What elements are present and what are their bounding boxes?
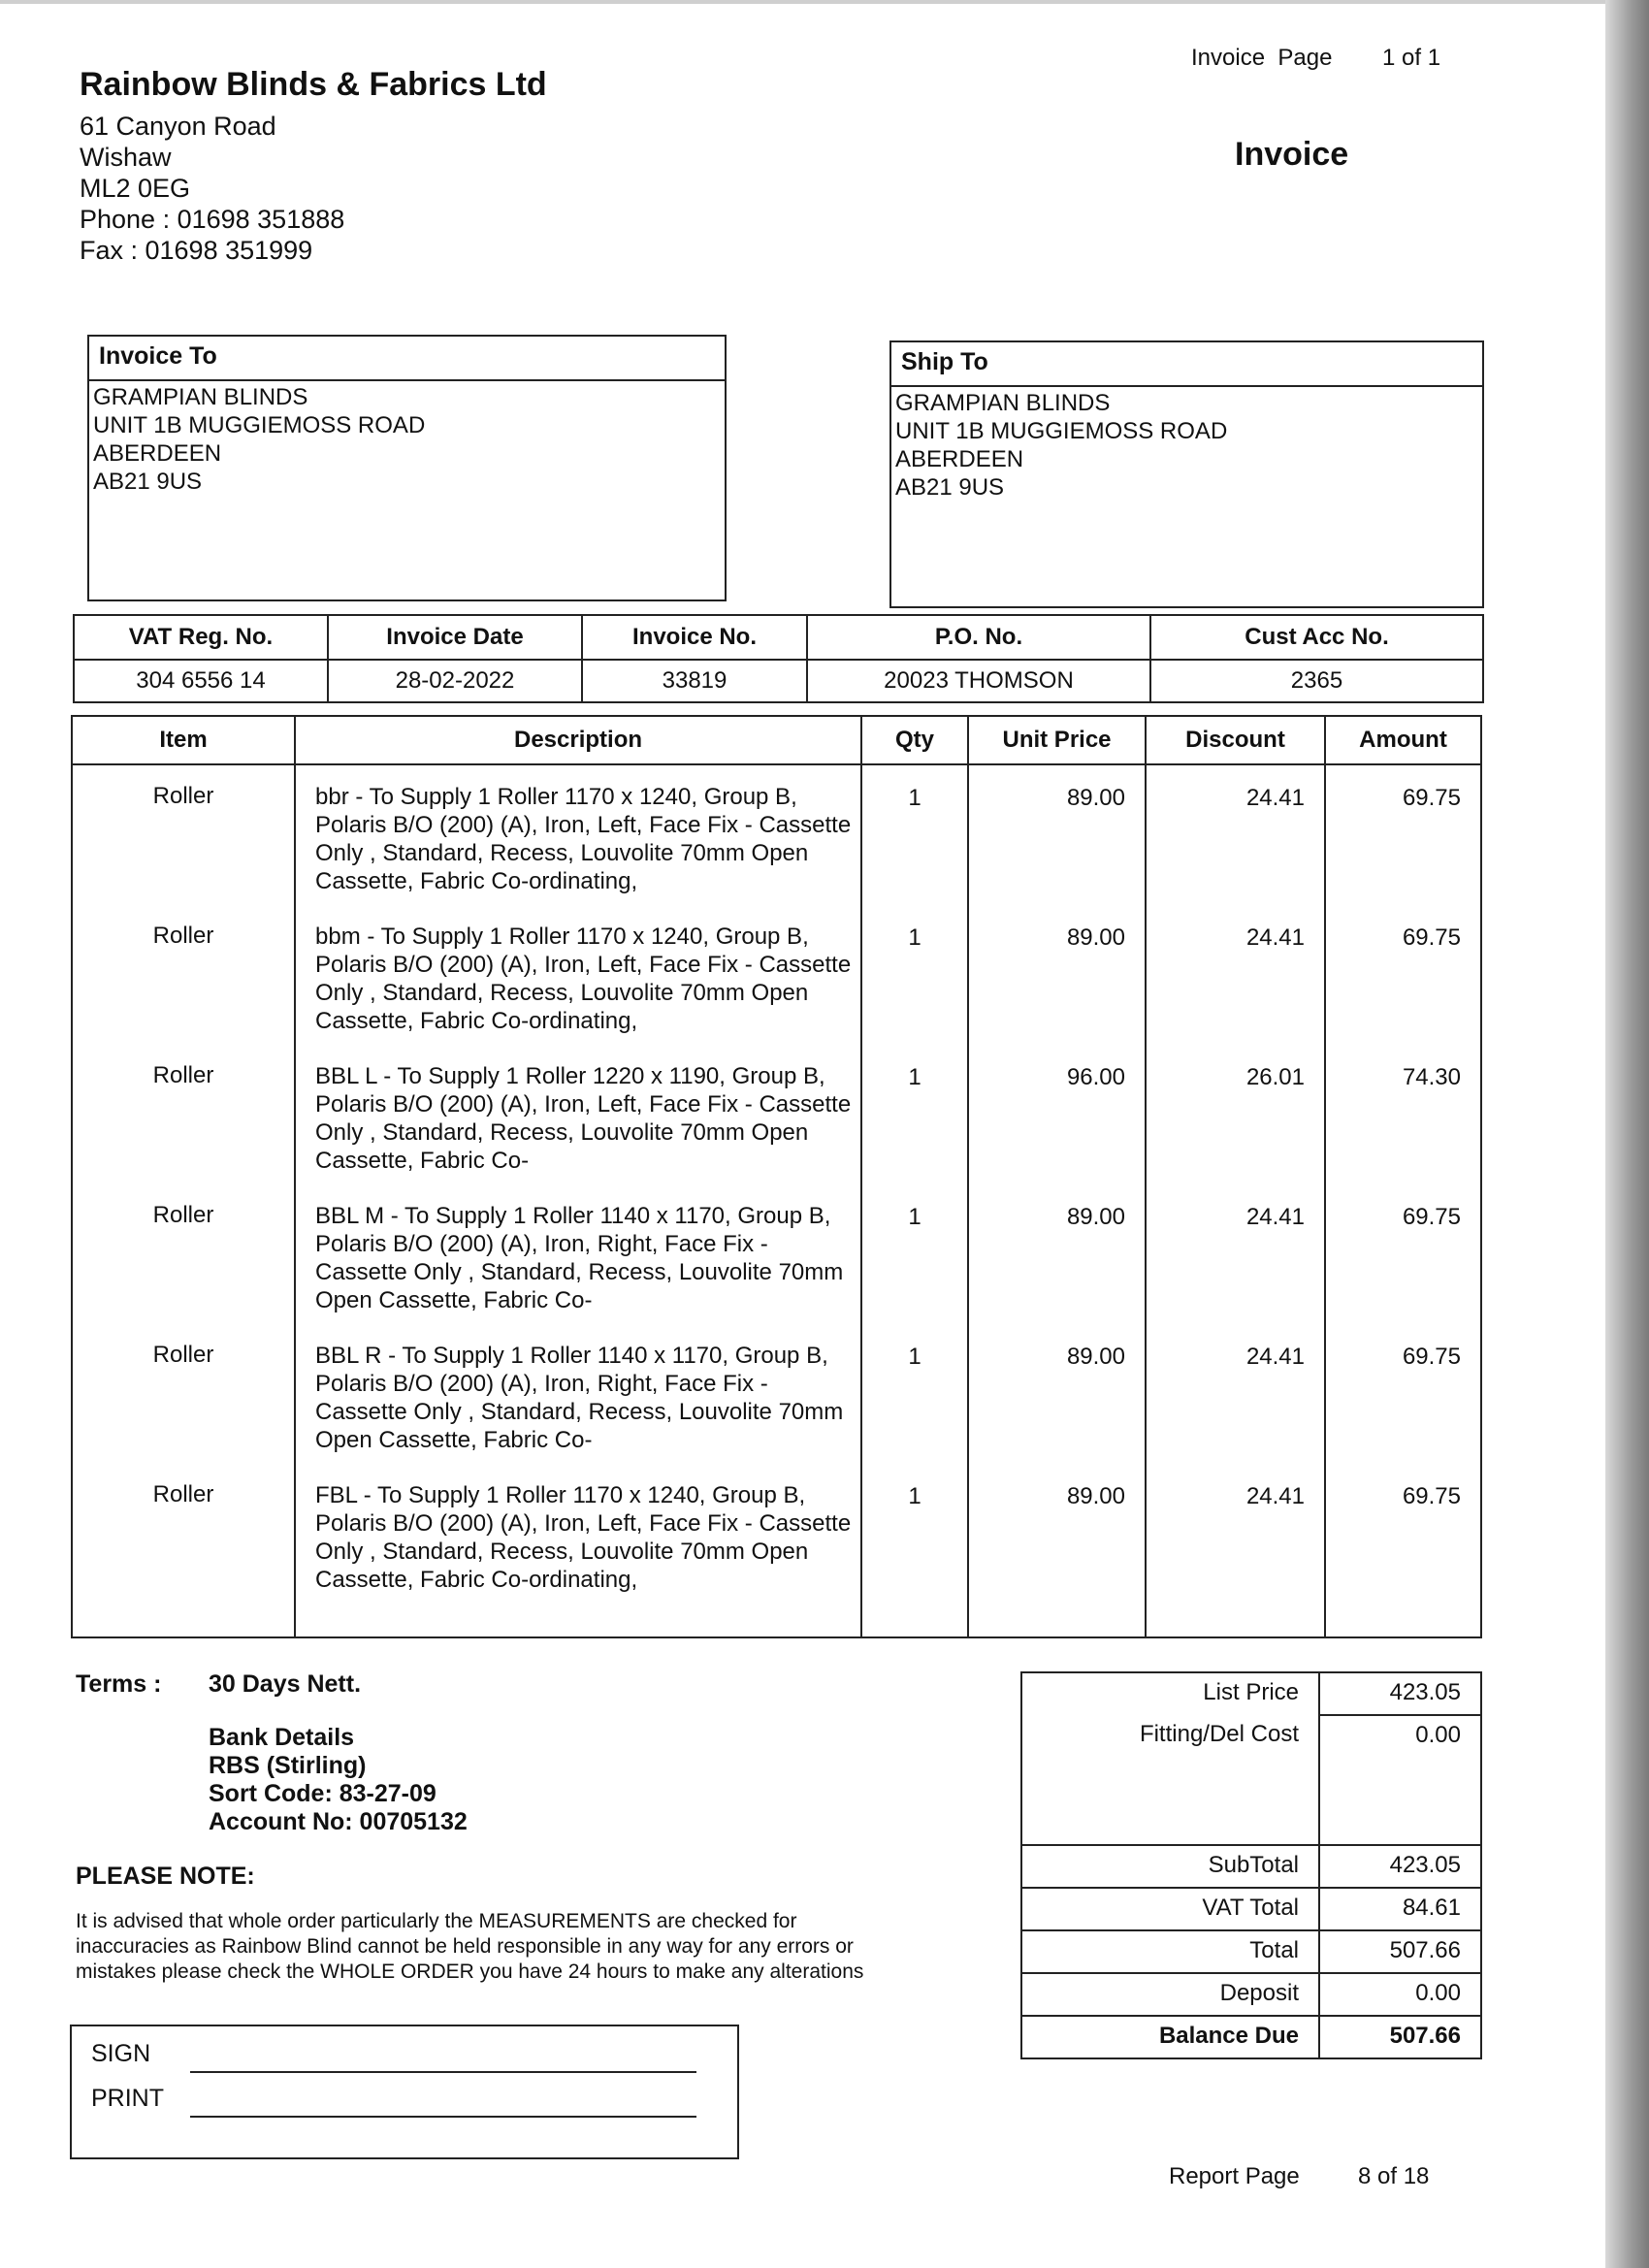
item-cell: Roller [72,905,295,1045]
invoice-to-line: AB21 9US [93,469,203,495]
amount-cell: 69.75 [1325,1184,1481,1324]
qty-header: Qty [861,716,968,764]
description-cell: BBL M - To Supply 1 Roller 1140 x 1170, Group B, Polaris B/O (200) (A), Iron, Right, Face Fix - Cassette Only , Standard, Recess, Louvolite 70mm Open Cassette, Fabric Co- [295,1184,861,1324]
note-line: It is advised that whole order particularly the MEASUREMENTS are checked for [76,1910,797,1932]
unit-price-cell: 89.00 [968,1464,1146,1637]
items-header-row [72,716,1481,764]
ship-to-line: AB21 9US [895,474,1005,501]
qty-cell: 1 [861,1464,968,1637]
sign-line[interactable] [190,2071,696,2073]
po-no-header: P.O. No. [807,615,1150,660]
invoice-to-line: UNIT 1B MUGGIEMOSS ROAD [93,412,426,438]
description-cell: BBL R - To Supply 1 Roller 1140 x 1170, Group B, Polaris B/O (200) (A), Iron, Right, Face Fix - Cassette Only , Standard, Recess, Louvolite 70mm Open Cassette, Fabric Co- [295,1324,861,1464]
invoice-page-label: Invoice Page [1191,45,1333,71]
invoice-to-address [89,381,725,498]
ship-to-line: ABERDEEN [895,446,1024,472]
ship-to-line: UNIT 1B MUGGIEMOSS ROAD [895,418,1228,444]
amount-cell: 69.75 [1325,1464,1481,1637]
amount-cell: 69.75 [1325,905,1481,1045]
unit-price-cell: 89.00 [968,905,1146,1045]
table-row [72,1464,1481,1637]
invoice-to-line: ABERDEEN [93,440,222,467]
print-label: PRINT [91,2085,164,2112]
qty-cell: 1 [861,1184,968,1324]
cust-acc-value: 2365 [1150,660,1483,702]
bank-name: RBS (Stirling) [209,1752,367,1779]
discount-header: Discount [1146,716,1325,764]
unit-price-cell: 89.00 [968,764,1146,905]
subtotal-row [1021,1845,1481,1888]
note-line: inaccuracies as Rainbow Blind cannot be held responsible in any way for any errors or [76,1935,854,1958]
signature-box [70,2025,739,2159]
balance-due-row [1021,2016,1481,2058]
invoice-no-value: 33819 [582,660,807,702]
unit-price-cell: 89.00 [968,1184,1146,1324]
total-value: 507.66 [1319,1930,1481,1973]
table-row [72,1324,1481,1464]
fitting-row [1021,1715,1481,1845]
description-cell: bbr - To Supply 1 Roller 1170 x 1240, Group B, Polaris B/O (200) (A), Iron, Left, Face Fix - Cassette Only , Standard, Recess, Louvolite 70mm Open Cassette, Fabric Co-ordinating, [295,764,861,905]
qty-cell: 1 [861,1045,968,1184]
qty-cell: 1 [861,905,968,1045]
qty-cell: 1 [861,1324,968,1464]
unit-price-header: Unit Price [968,716,1146,764]
invoice-no-header: Invoice No. [582,615,807,660]
company-address-street: 61 Canyon Road [80,112,276,141]
invoice-date-value: 28-02-2022 [328,660,582,702]
discount-cell: 24.41 [1146,1324,1325,1464]
scan-right-edge [1605,0,1649,2268]
company-phone: Phone : 01698 351888 [80,205,345,234]
ship-to-box [889,340,1484,608]
invoice-to-heading: Invoice To [89,337,725,381]
item-cell: Roller [72,1324,295,1464]
table-row [72,1045,1481,1184]
invoice-meta-table [73,614,1484,703]
table-row [72,764,1481,905]
account-number: Account No: 00705132 [209,1808,468,1835]
unit-price-cell: 89.00 [968,1324,1146,1464]
deposit-row [1021,1973,1481,2016]
bank-details-heading: Bank Details [209,1724,355,1751]
fitting-value: 0.00 [1319,1715,1481,1845]
invoice-page-value: 1 of 1 [1382,45,1441,71]
vat-value: 84.61 [1319,1888,1481,1930]
unit-price-cell: 96.00 [968,1045,1146,1184]
item-cell: Roller [72,1464,295,1637]
item-cell: Roller [72,1184,295,1324]
terms-value: 30 Days Nett. [209,1670,362,1698]
discount-cell: 24.41 [1146,1464,1325,1637]
totals-table [1020,1671,1482,2059]
amount-header: Amount [1325,716,1481,764]
report-page-value: 8 of 18 [1358,2163,1430,2189]
report-page-label: Report Page [1169,2163,1300,2189]
company-name: Rainbow Blinds & Fabrics Ltd [80,66,547,103]
company-address-town: Wishaw [80,143,172,172]
subtotal-label: SubTotal [1021,1845,1319,1888]
total-row [1021,1930,1481,1973]
po-no-value: 20023 THOMSON [807,660,1150,702]
invoice-to-line: GRAMPIAN BLINDS [93,384,308,410]
table-row [72,905,1481,1045]
please-note-heading: PLEASE NOTE: [76,1863,255,1890]
qty-cell: 1 [861,764,968,905]
description-cell: BBL L - To Supply 1 Roller 1220 x 1190, Group B, Polaris B/O (200) (A), Iron, Left, Face Fix - Cassette Only , Standard, Recess, Louvolite 70mm Open Cassette, Fabric Co- [295,1045,861,1184]
list-price-value: 423.05 [1319,1672,1481,1715]
balance-due-label: Balance Due [1021,2016,1319,2058]
sort-code: Sort Code: 83-27-09 [209,1780,436,1807]
company-fax: Fax : 01698 351999 [80,236,313,265]
vat-reg-header: VAT Reg. No. [74,615,328,660]
discount-cell: 24.41 [1146,905,1325,1045]
discount-cell: 26.01 [1146,1045,1325,1184]
description-cell: bbm - To Supply 1 Roller 1170 x 1240, Group B, Polaris B/O (200) (A), Iron, Left, Face Fix - Cassette Only , Standard, Recess, Louvolite 70mm Open Cassette, Fabric Co-ordinating, [295,905,861,1045]
item-header: Item [72,716,295,764]
vat-row [1021,1888,1481,1930]
ship-to-line: GRAMPIAN BLINDS [895,390,1111,416]
vat-reg-value: 304 6556 14 [74,660,328,702]
invoice-date-header: Invoice Date [328,615,582,660]
ship-to-heading: Ship To [891,342,1482,387]
deposit-label: Deposit [1021,1973,1319,2016]
discount-cell: 24.41 [1146,764,1325,905]
total-label: Total [1021,1930,1319,1973]
item-cell: Roller [72,764,295,905]
list-price-label: List Price [1021,1672,1319,1715]
meta-header-row [74,615,1483,660]
invoice-to-box [87,335,727,601]
discount-cell: 24.41 [1146,1184,1325,1324]
sign-label: SIGN [91,2040,151,2067]
fitting-label: Fitting/Del Cost [1021,1715,1319,1845]
vat-label: VAT Total [1021,1888,1319,1930]
ship-to-address [891,387,1482,503]
note-line: mistakes please check the WHOLE ORDER you have 24 hours to make any alterations [76,1960,864,1983]
print-line[interactable] [190,2116,696,2118]
balance-due-value: 507.66 [1319,2016,1481,2058]
company-address-postcode: ML2 0EG [80,174,191,203]
list-price-row [1021,1672,1481,1715]
item-cell: Roller [72,1045,295,1184]
amount-cell: 69.75 [1325,1324,1481,1464]
description-cell: FBL - To Supply 1 Roller 1170 x 1240, Group B, Polaris B/O (200) (A), Iron, Left, Face Fix - Cassette Only , Standard, Recess, Louvolite 70mm Open Cassette, Fabric Co-ordinating, [295,1464,861,1637]
amount-cell: 74.30 [1325,1045,1481,1184]
description-header: Description [295,716,861,764]
terms-label: Terms : [76,1670,162,1698]
table-row [72,1184,1481,1324]
meta-value-row [74,660,1483,702]
amount-cell: 69.75 [1325,764,1481,905]
line-items-table [71,715,1482,1638]
subtotal-value: 423.05 [1319,1845,1481,1888]
document-title: Invoice [1235,136,1349,173]
deposit-value: 0.00 [1319,1973,1481,2016]
scan-top-edge [0,0,1605,4]
cust-acc-header: Cust Acc No. [1150,615,1483,660]
